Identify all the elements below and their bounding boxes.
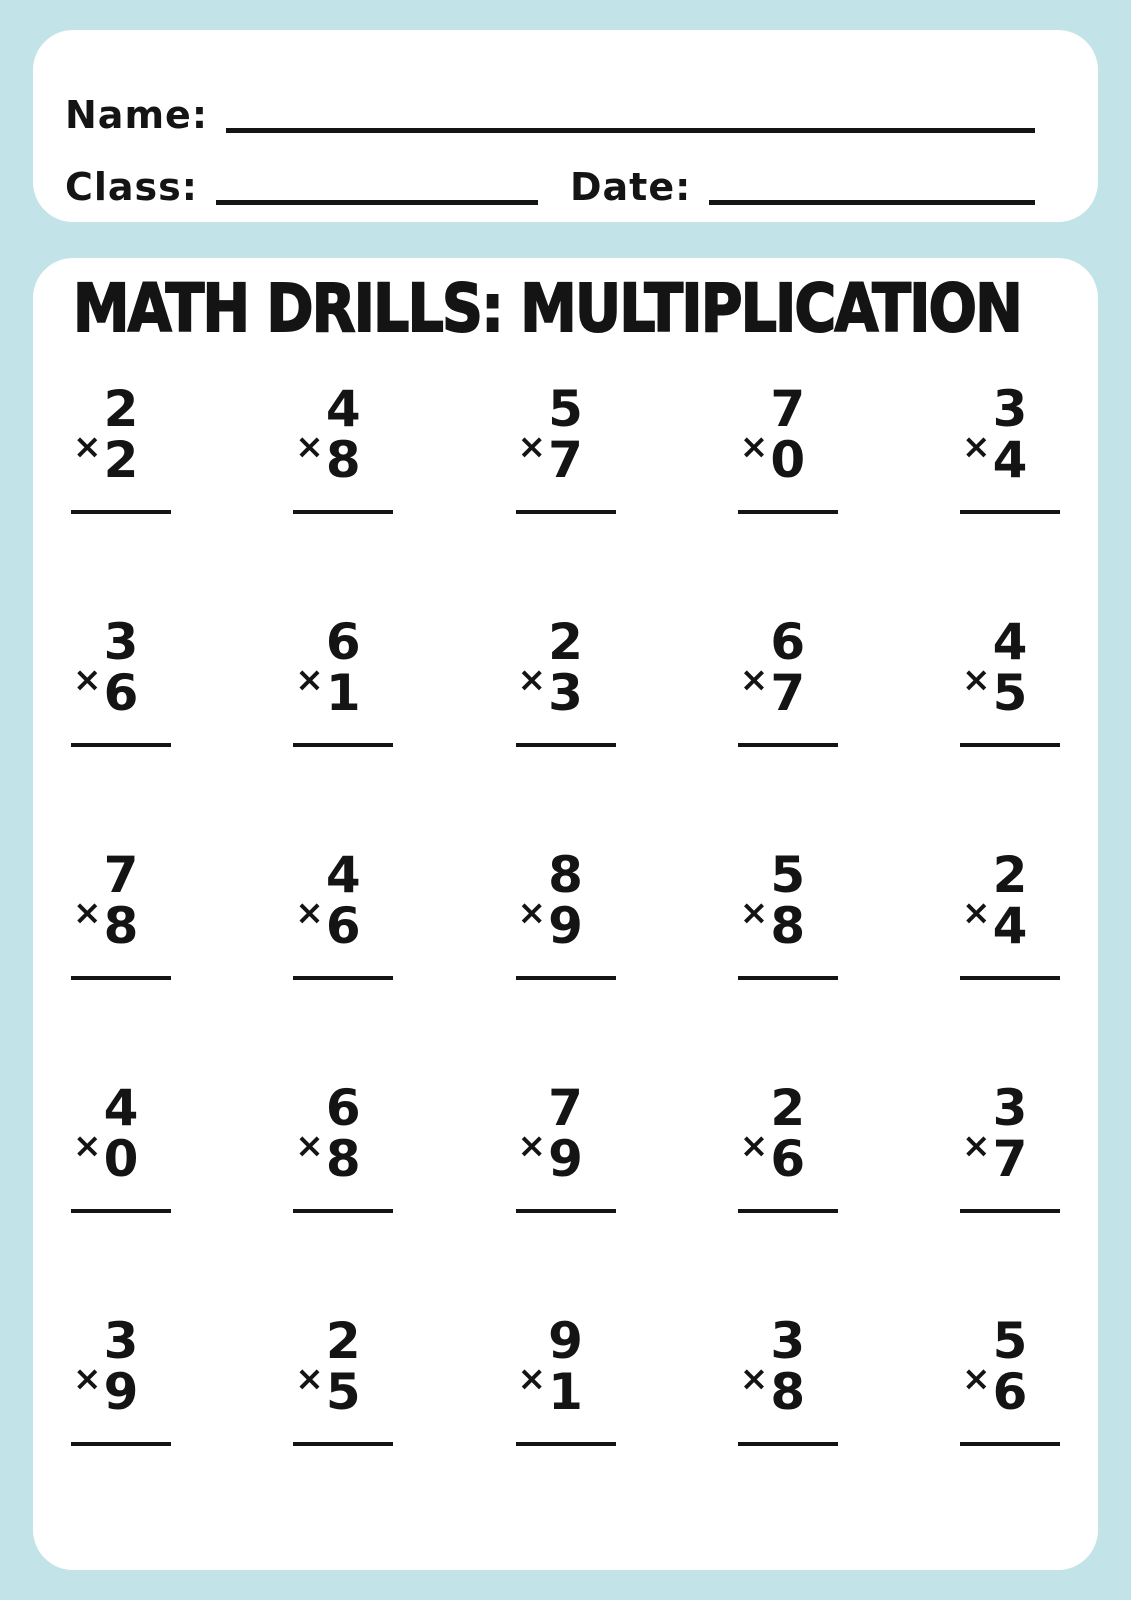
answer-line (738, 1209, 838, 1213)
multiplier-row (738, 1126, 838, 1197)
multiplicand: 5 (992, 1312, 1028, 1370)
multiplier-row (738, 893, 838, 964)
multiplier: 9 (548, 897, 583, 955)
problem-cell (71, 1069, 171, 1213)
multiplicand: 3 (770, 1312, 806, 1370)
multiplier: 9 (103, 1363, 139, 1421)
multiplier: 0 (103, 1130, 139, 1188)
times-icon: × (739, 660, 769, 700)
multiplier-row (293, 893, 393, 964)
answer-line (516, 743, 616, 747)
times-icon: × (739, 1126, 769, 1166)
multiplicand: 4 (103, 1079, 139, 1137)
multiplicand: 9 (548, 1312, 583, 1370)
multiplicand: 2 (548, 613, 583, 671)
problem-cell (293, 1069, 393, 1213)
name-label: Name: (65, 93, 209, 138)
multiplier: 7 (770, 664, 806, 722)
multiplicand: 5 (548, 380, 583, 438)
times-icon: × (73, 893, 102, 933)
problem-cell (738, 1302, 838, 1446)
multiplier: 8 (770, 1363, 806, 1421)
name-blank-line (226, 128, 1035, 133)
problem-cell (293, 603, 393, 747)
multiplier: 3 (548, 664, 583, 722)
multiplicand: 2 (992, 846, 1028, 904)
answer-line (293, 1442, 393, 1446)
multiplier-row (516, 427, 616, 498)
problem-cell (516, 1302, 616, 1446)
multiplier: 8 (325, 1130, 361, 1188)
problem-cell (960, 603, 1060, 747)
problem-cell (738, 836, 838, 980)
multiplier: 6 (325, 897, 361, 955)
date-blank-line (709, 200, 1035, 205)
date-label: Date: (570, 165, 692, 210)
multiplier-row (738, 1359, 838, 1430)
times-icon: × (739, 427, 769, 467)
times-icon: × (73, 1359, 102, 1399)
multiplicand: 6 (325, 613, 361, 671)
multiplier: 8 (325, 431, 361, 489)
times-icon: × (295, 893, 324, 933)
times-icon: × (962, 1126, 991, 1166)
multiplier: 8 (770, 897, 806, 955)
problem-cell (71, 836, 171, 980)
multiplier-row (960, 893, 1060, 964)
problem-cell (960, 836, 1060, 980)
answer-line (516, 1209, 616, 1213)
multiplier: 0 (770, 431, 806, 489)
multiplier: 4 (992, 431, 1028, 489)
class-label: Class: (65, 165, 198, 210)
problem-cell (293, 1302, 393, 1446)
multiplicand: 3 (992, 380, 1028, 438)
multiplier-row (71, 893, 171, 964)
problem-cell (960, 1302, 1060, 1446)
problem-cell (71, 1302, 171, 1446)
times-icon: × (517, 660, 546, 700)
multiplicand: 2 (770, 1079, 806, 1137)
answer-line (293, 510, 393, 514)
multiplicand: 3 (103, 613, 139, 671)
times-icon: × (73, 660, 102, 700)
multiplier-row (516, 660, 616, 731)
multiplier-row (71, 660, 171, 731)
multiplier: 7 (992, 1130, 1028, 1188)
problem-cell (293, 836, 393, 980)
answer-line (293, 743, 393, 747)
multiplier-row (516, 1126, 616, 1197)
multiplicand: 8 (548, 846, 583, 904)
problem-cell (738, 603, 838, 747)
times-icon: × (295, 660, 324, 700)
multiplier-row (960, 1359, 1060, 1430)
multiplicand: 4 (325, 846, 361, 904)
multiplicand: 7 (548, 1079, 583, 1137)
multiplier: 1 (325, 664, 361, 722)
name-row (65, 66, 1035, 136)
problem-cell (960, 1069, 1060, 1213)
multiplicand: 7 (103, 846, 139, 904)
multiplier: 9 (548, 1130, 583, 1188)
problem-cell (738, 370, 838, 514)
answer-line (738, 1442, 838, 1446)
times-icon: × (962, 893, 991, 933)
multiplicand: 7 (770, 380, 806, 438)
times-icon: × (962, 427, 991, 467)
multiplicand: 6 (325, 1079, 361, 1137)
problem-cell (293, 370, 393, 514)
times-icon: × (739, 1359, 769, 1399)
answer-line (71, 510, 171, 514)
problem-cell (738, 1069, 838, 1213)
multiplicand: 4 (992, 613, 1028, 671)
multiplier: 5 (992, 664, 1028, 722)
multiplicand: 3 (103, 1312, 139, 1370)
multiplier: 6 (992, 1363, 1028, 1421)
problem-cell (71, 603, 171, 747)
times-icon: × (73, 427, 102, 467)
times-icon: × (517, 893, 546, 933)
multiplicand: 2 (103, 380, 139, 438)
multiplicand: 2 (325, 1312, 361, 1370)
class-blank-line (216, 200, 538, 205)
times-icon: × (962, 660, 991, 700)
times-icon: × (739, 893, 769, 933)
answer-line (516, 976, 616, 980)
answer-line (738, 976, 838, 980)
multiplier-row (960, 660, 1060, 731)
problem-cell (516, 603, 616, 747)
multiplier: 6 (770, 1130, 806, 1188)
problem-cell (516, 370, 616, 514)
worksheet-card (33, 258, 1098, 1570)
multiplier-row (516, 1359, 616, 1430)
multiplier-row (293, 660, 393, 731)
multiplicand: 4 (325, 380, 361, 438)
multiplicand: 6 (770, 613, 806, 671)
problems-grid (71, 370, 1060, 1535)
multiplier: 4 (992, 897, 1028, 955)
answer-line (516, 510, 616, 514)
multiplier-row (960, 1126, 1060, 1197)
answer-line (960, 976, 1060, 980)
multiplier-row (293, 1359, 393, 1430)
times-icon: × (295, 1126, 324, 1166)
times-icon: × (517, 1359, 546, 1399)
multiplicand: 5 (770, 846, 806, 904)
multiplier-row (71, 1126, 171, 1197)
answer-line (71, 976, 171, 980)
times-icon: × (295, 427, 324, 467)
worksheet-title: MATH DRILLS: MULTIPLICATION (73, 270, 1022, 347)
multiplier: 8 (103, 897, 139, 955)
answer-line (738, 743, 838, 747)
multiplier-row (71, 427, 171, 498)
multiplier-row (293, 1126, 393, 1197)
multiplier: 1 (548, 1363, 583, 1421)
answer-line (71, 1209, 171, 1213)
student-info-card (33, 30, 1098, 222)
answer-line (960, 510, 1060, 514)
multiplier-row (71, 1359, 171, 1430)
times-icon: × (517, 427, 546, 467)
answer-line (71, 743, 171, 747)
problem-cell (516, 836, 616, 980)
times-icon: × (295, 1359, 324, 1399)
answer-line (960, 743, 1060, 747)
times-icon: × (73, 1126, 102, 1166)
class-date-row (65, 136, 1035, 208)
answer-line (293, 1209, 393, 1213)
multiplier: 6 (103, 664, 139, 722)
multiplier-row (738, 660, 838, 731)
answer-line (293, 976, 393, 980)
answer-line (960, 1209, 1060, 1213)
problem-cell (960, 370, 1060, 514)
problem-cell (71, 370, 171, 514)
problem-cell (516, 1069, 616, 1213)
answer-line (71, 1442, 171, 1446)
multiplier-row (293, 427, 393, 498)
times-icon: × (517, 1126, 546, 1166)
multiplier-row (960, 427, 1060, 498)
multiplier-row (738, 427, 838, 498)
multiplier: 7 (548, 431, 583, 489)
multiplier: 2 (103, 431, 139, 489)
times-icon: × (962, 1359, 991, 1399)
answer-line (738, 510, 838, 514)
multiplier: 5 (325, 1363, 361, 1421)
multiplicand: 3 (992, 1079, 1028, 1137)
multiplier-row (516, 893, 616, 964)
answer-line (960, 1442, 1060, 1446)
answer-line (516, 1442, 616, 1446)
